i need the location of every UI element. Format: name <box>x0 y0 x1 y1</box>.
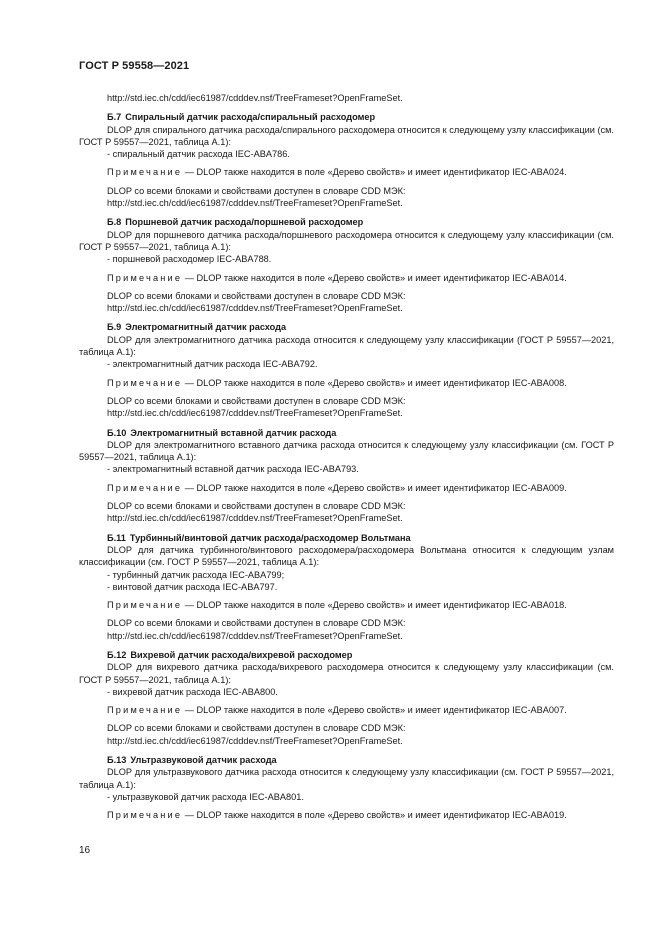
note-label: Примечание <box>107 272 183 283</box>
section-body: DLOP для датчика турбинного/винтового расходомера/расходомера Вольтмана относится к следующим узлам классификации (см. ГОСТ Р 59557—2021, таблица А.1): <box>79 544 614 568</box>
note <box>79 272 614 284</box>
section-heading <box>79 321 614 333</box>
section-title: Спиральный датчик расхода/спиральный расходомер <box>125 112 376 123</box>
list-item: - турбинный датчик расхода IEC-ABA799; <box>107 569 285 580</box>
cdd-url: http://std.iec.ch/cdd/iec61987/cdddev.nsf/TreeFrameset?OpenFrameSet. <box>107 198 403 209</box>
section-heading <box>79 427 614 439</box>
note <box>79 166 614 178</box>
section-heading <box>79 111 614 123</box>
document-header: ГОСТ Р 59558—2021 <box>79 60 190 72</box>
cdd-url: http://std.iec.ch/cdd/iec61987/cdddev.nsf/TreeFrameset?OpenFrameSet. <box>107 303 403 314</box>
note-text: — DLOP также находится в поле «Дерево свойств» и имеет идентификатор IEC-ABA007. <box>182 705 567 716</box>
section-title: Турбинный/винтовой датчик расхода/расходомер Вольтмана <box>129 532 411 543</box>
note <box>79 482 614 494</box>
note-label: Примечание <box>107 705 183 716</box>
cdd-line: DLOP со всеми блоками и свойствами доступен в словаре CDD МЭК: <box>107 290 406 301</box>
section-b8 <box>79 216 614 314</box>
note-label: Примечание <box>107 810 183 821</box>
section-b7 <box>79 111 614 209</box>
section-title: Поршневой датчик расхода/поршневой расходомер <box>125 217 364 228</box>
note <box>79 377 614 389</box>
cdd-line: DLOP со всеми блоками и свойствами доступен в словаре CDD МЭК: <box>107 395 406 406</box>
section-heading <box>79 754 614 766</box>
cdd-line: DLOP со всеми блоками и свойствами доступен в словаре CDD МЭК: <box>107 618 406 629</box>
section-number: Б.10 <box>107 427 127 438</box>
section-number: Б.12 <box>107 649 127 660</box>
section-body: DLOP для поршневого датчика расхода/поршневого расходомера относится к следующему узлу классификации (см. ГОСТ Р 59557—2021, таблица А.1): <box>79 229 614 252</box>
note-text: — DLOP также находится в поле «Дерево свойств» и имеет идентификатор IEC-ABA008. <box>182 377 567 388</box>
list-item: - поршневой расходомер IEC-ABA788. <box>107 254 272 265</box>
intro-url: http://std.iec.ch/cdd/iec61987/cdddev.nsf/TreeFrameset?OpenFrameSet. <box>107 93 403 103</box>
section-body: DLOP для электромагнитного вставного датчика расхода относится к следующему узлу классификации (см. ГОСТ Р 59557—2021, таблица А.1): <box>79 439 614 463</box>
section-title: Электромагнитный вставной датчик расхода <box>130 427 337 438</box>
section-heading <box>79 532 614 544</box>
list-item: - винтовой датчик расхода IEC-ABA797. <box>107 581 278 592</box>
note <box>79 599 614 611</box>
section-b11 <box>79 532 614 642</box>
section-number: Б.9 <box>107 322 122 333</box>
note-label: Примечание <box>107 600 183 611</box>
cdd-line: DLOP со всеми блоками и свойствами доступен в словаре CDD МЭК: <box>107 723 406 734</box>
section-b10 <box>79 427 614 525</box>
section-b9 <box>79 321 614 419</box>
section-number: Б.13 <box>107 755 127 766</box>
note-text: — DLOP также находится в поле «Дерево свойств» и имеет идентификатор IEC-ABA009. <box>182 482 567 493</box>
list-item: - электромагнитный датчик расхода IEC-ABA792. <box>107 359 318 370</box>
note <box>79 809 614 821</box>
section-body: DLOP для спирального датчика расхода/спирального расходомера относится к следующему узлу классификации (см. ГОСТ Р 59557—2021, таблица А.1): <box>79 124 614 147</box>
section-number: Б.7 <box>107 112 122 123</box>
list-item: - электромагнитный вставной датчик расхода IEC-ABA793. <box>107 464 359 475</box>
note-text: — DLOP также находится в поле «Дерево свойств» и имеет идентификатор IEC-ABA019. <box>182 810 567 821</box>
section-heading <box>79 649 614 661</box>
note <box>79 704 614 716</box>
document-body <box>79 92 614 822</box>
section-body: DLOP для электромагнитного датчика расхода относится к следующему узлу классификации (ГОСТ Р 59557—2021, таблица А.1): <box>79 334 614 358</box>
section-body: DLOP для вихревого датчика расхода/вихревого расходомера относится к следующему узлу классификации (см. ГОСТ Р 59557—2021, таблица А.1): <box>79 662 614 685</box>
note-text: — DLOP также находится в поле «Дерево свойств» и имеет идентификатор IEC-ABA014. <box>182 272 567 283</box>
cdd-url: http://std.iec.ch/cdd/iec61987/cdddev.nsf/TreeFrameset?OpenFrameSet. <box>107 408 403 419</box>
note-label: Примечание <box>107 167 183 178</box>
cdd-url: http://std.iec.ch/cdd/iec61987/cdddev.nsf/TreeFrameset?OpenFrameSet. <box>107 735 403 746</box>
note-label: Примечание <box>107 482 183 493</box>
section-heading <box>79 216 614 228</box>
section-title: Ультразвуковой датчик расхода <box>130 755 277 766</box>
cdd-line: DLOP со всеми блоками и свойствами доступен в словаре CDD МЭК: <box>107 185 406 196</box>
section-body: DLOP для ультразвукового датчика расхода относится к следующему узлу классификации (см. ГОСТ Р 59557—2021, таблица А.1): <box>79 767 614 790</box>
note-text: — DLOP также находится в поле «Дерево свойств» и имеет идентификатор IEC-ABA018. <box>182 600 567 611</box>
note-text: — DLOP также находится в поле «Дерево свойств» и имеет идентификатор IEC-ABA024. <box>182 167 567 178</box>
section-title: Вихревой датчик расхода/вихревой расходомер <box>130 649 353 660</box>
section-number: Б.11 <box>107 532 126 543</box>
cdd-line: DLOP со всеми блоками и свойствами доступен в словаре CDD МЭК: <box>107 501 406 512</box>
list-item: - ультразвуковой датчик расхода IEC-ABA801. <box>107 791 304 802</box>
list-item: - вихревой датчик расхода IEC-ABA800. <box>107 686 278 697</box>
section-title: Электромагнитный датчик расхода <box>125 322 287 333</box>
page-number: 16 <box>79 845 91 856</box>
list-item: - спиральный датчик расхода IEC-ABA786. <box>107 149 290 160</box>
cdd-url: http://std.iec.ch/cdd/iec61987/cdddev.nsf/TreeFrameset?OpenFrameSet. <box>107 513 403 524</box>
section-b13 <box>79 754 614 821</box>
section-number: Б.8 <box>107 217 122 228</box>
note-label: Примечание <box>107 377 183 388</box>
section-b12 <box>79 649 614 747</box>
cdd-url: http://std.iec.ch/cdd/iec61987/cdddev.nsf/TreeFrameset?OpenFrameSet. <box>107 630 403 641</box>
